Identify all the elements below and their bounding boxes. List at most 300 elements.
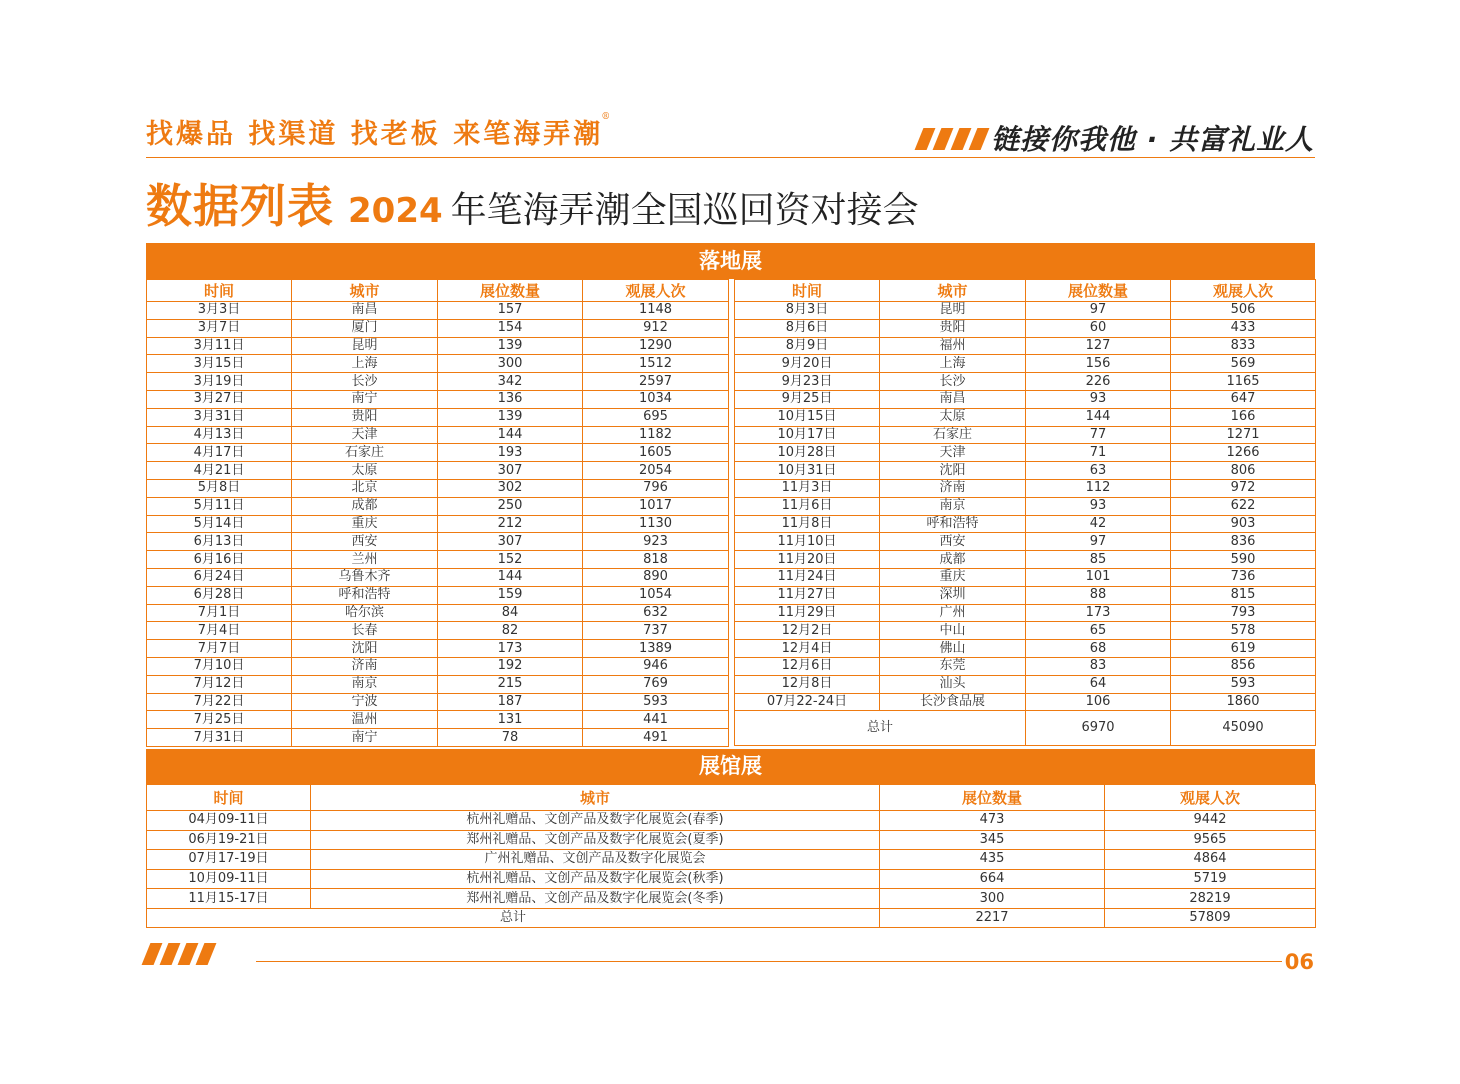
table-row (147, 693, 729, 711)
table-row (735, 337, 1316, 355)
title-sub: 年笔海弄潮全国巡回资对接会 (450, 190, 919, 231)
cell-visitors: 818 (583, 551, 729, 569)
cell-city: 杭州礼赠品、文创产品及数字化展览会(春季) (311, 811, 880, 831)
cell-booths: 152 (438, 551, 583, 569)
cell-time: 6月24日 (147, 568, 292, 586)
cell-visitors: 946 (583, 657, 729, 675)
cell-visitors: 9442 (1105, 811, 1316, 831)
cell-visitors: 737 (583, 622, 729, 640)
cell-time: 11月29日 (735, 604, 880, 622)
cell-booths: 93 (1026, 497, 1171, 515)
cell-time: 3月11日 (147, 337, 292, 355)
table-row (147, 604, 729, 622)
table-row (735, 319, 1316, 337)
cell-city: 东莞 (880, 657, 1026, 675)
cell-city: 石家庄 (292, 444, 438, 462)
cell-city: 呼和浩特 (880, 515, 1026, 533)
cell-time: 11月27日 (735, 586, 880, 604)
cell-visitors: 912 (583, 319, 729, 337)
cell-booths: 127 (1026, 337, 1171, 355)
cell-time: 7月22日 (147, 693, 292, 711)
cell-city: 长春 (292, 622, 438, 640)
cell-booths: 64 (1026, 675, 1171, 693)
cell-visitors: 578 (1171, 622, 1316, 640)
cell-visitors: 1148 (583, 302, 729, 320)
table-row (147, 337, 729, 355)
cell-city: 天津 (880, 444, 1026, 462)
cell-booths: 68 (1026, 640, 1171, 658)
cell-city: 昆明 (292, 337, 438, 355)
table-row (735, 533, 1316, 551)
cell-visitors: 619 (1171, 640, 1316, 658)
cell-visitors: 1266 (1171, 444, 1316, 462)
cell-visitors: 1165 (1171, 373, 1316, 391)
table-row (147, 479, 729, 497)
table-row (147, 302, 729, 320)
cell-booths: 302 (438, 479, 583, 497)
cell-booths: 136 (438, 390, 583, 408)
title-main: 数据列表 (146, 179, 334, 233)
total-label: 总计 (735, 711, 1026, 746)
table-row (735, 515, 1316, 533)
table-row (147, 586, 729, 604)
cell-visitors: 2054 (583, 462, 729, 480)
cell-visitors: 4864 (1105, 850, 1316, 870)
cell-booths: 212 (438, 515, 583, 533)
cell-visitors: 433 (1171, 319, 1316, 337)
table-row (735, 675, 1316, 693)
cell-visitors: 1290 (583, 337, 729, 355)
cell-visitors: 647 (1171, 390, 1316, 408)
cell-time: 3月27日 (147, 390, 292, 408)
cell-visitors: 9565 (1105, 830, 1316, 850)
hall-section-header: 展馆展 (146, 749, 1315, 784)
cell-booths: 42 (1026, 515, 1171, 533)
cell-booths: 65 (1026, 622, 1171, 640)
cell-visitors: 806 (1171, 462, 1316, 480)
cell-time: 10月15日 (735, 408, 880, 426)
column-header-city: 城市 (292, 280, 438, 302)
cell-visitors: 569 (1171, 355, 1316, 373)
cell-booths: 84 (438, 604, 583, 622)
total-row (735, 711, 1316, 746)
page-number: 06 (1284, 950, 1314, 974)
table-row (147, 850, 1316, 870)
landing-section-header: 落地展 (146, 243, 1315, 279)
cell-time: 10月17日 (735, 426, 880, 444)
cell-city: 沈阳 (292, 640, 438, 658)
cell-visitors: 506 (1171, 302, 1316, 320)
cell-time: 06月19-21日 (147, 830, 311, 850)
table-row (735, 302, 1316, 320)
hall-table (146, 784, 1316, 928)
cell-visitors: 1054 (583, 586, 729, 604)
table-row (735, 657, 1316, 675)
cell-time: 4月13日 (147, 426, 292, 444)
cell-city: 乌鲁木齐 (292, 568, 438, 586)
cell-booths: 97 (1026, 533, 1171, 551)
cell-city: 深圳 (880, 586, 1026, 604)
cell-city: 兰州 (292, 551, 438, 569)
total-row (147, 908, 1316, 927)
cell-booths: 93 (1026, 390, 1171, 408)
cell-visitors: 491 (583, 729, 729, 747)
table-row (147, 497, 729, 515)
cell-time: 04月09-11日 (147, 811, 311, 831)
table-header-row (147, 280, 729, 302)
cell-city: 天津 (292, 426, 438, 444)
cell-city: 郑州礼赠品、文创产品及数字化展览会(冬季) (311, 889, 880, 909)
table-row (147, 811, 1316, 831)
cell-city: 长沙 (880, 373, 1026, 391)
cell-booths: 83 (1026, 657, 1171, 675)
cell-booths: 144 (438, 426, 583, 444)
header-divider (146, 157, 1315, 158)
table-row (147, 373, 729, 391)
cell-city: 南昌 (292, 302, 438, 320)
cell-city: 重庆 (880, 568, 1026, 586)
total-visitors: 57809 (1105, 908, 1316, 927)
table-row (147, 711, 729, 729)
cell-time: 6月28日 (147, 586, 292, 604)
table-row (147, 622, 729, 640)
landing-table-right (734, 279, 1316, 746)
cell-visitors: 923 (583, 533, 729, 551)
cell-visitors: 815 (1171, 586, 1316, 604)
cell-booths: 60 (1026, 319, 1171, 337)
cell-time: 3月31日 (147, 408, 292, 426)
cell-city: 宁波 (292, 693, 438, 711)
cell-booths: 156 (1026, 355, 1171, 373)
cell-visitors: 28219 (1105, 889, 1316, 909)
footer-divider (256, 961, 1282, 962)
cell-visitors: 856 (1171, 657, 1316, 675)
cell-booths: 664 (880, 869, 1105, 889)
cell-time: 7月31日 (147, 729, 292, 747)
table-row (147, 568, 729, 586)
cell-time: 12月2日 (735, 622, 880, 640)
table-row (735, 640, 1316, 658)
column-header-booths: 展位数量 (880, 785, 1105, 811)
cell-visitors: 632 (583, 604, 729, 622)
total-label: 总计 (147, 908, 880, 927)
cell-booths: 144 (1026, 408, 1171, 426)
cell-city: 广州礼赠品、文创产品及数字化展览会 (311, 850, 880, 870)
table-row (735, 622, 1316, 640)
cell-booths: 112 (1026, 479, 1171, 497)
cell-time: 3月7日 (147, 319, 292, 337)
cell-time: 3月15日 (147, 355, 292, 373)
cell-city: 南宁 (292, 390, 438, 408)
cell-booths: 71 (1026, 444, 1171, 462)
table-row (735, 355, 1316, 373)
cell-booths: 342 (438, 373, 583, 391)
total-booths: 2217 (880, 908, 1105, 927)
table-row (735, 604, 1316, 622)
cell-booths: 157 (438, 302, 583, 320)
cell-city: 厦门 (292, 319, 438, 337)
cell-booths: 85 (1026, 551, 1171, 569)
cell-time: 7月10日 (147, 657, 292, 675)
cell-time: 3月3日 (147, 302, 292, 320)
cell-time: 7月1日 (147, 604, 292, 622)
cell-visitors: 590 (1171, 551, 1316, 569)
cell-booths: 77 (1026, 426, 1171, 444)
cell-booths: 154 (438, 319, 583, 337)
cell-visitors: 769 (583, 675, 729, 693)
column-header-city: 城市 (311, 785, 880, 811)
cell-visitors: 833 (1171, 337, 1316, 355)
cell-booths: 173 (438, 640, 583, 658)
total-visitors: 45090 (1171, 711, 1316, 746)
table-header-row (147, 785, 1316, 811)
cell-booths: 139 (438, 337, 583, 355)
cell-booths: 345 (880, 830, 1105, 850)
cell-visitors: 593 (583, 693, 729, 711)
cell-booths: 97 (1026, 302, 1171, 320)
cell-booths: 82 (438, 622, 583, 640)
cell-booths: 215 (438, 675, 583, 693)
table-row (147, 551, 729, 569)
cell-booths: 300 (438, 355, 583, 373)
cell-time: 8月6日 (735, 319, 880, 337)
cell-visitors: 1389 (583, 640, 729, 658)
cell-city: 西安 (292, 533, 438, 551)
table-header-row (735, 280, 1316, 302)
cell-time: 4月17日 (147, 444, 292, 462)
cell-city: 南宁 (292, 729, 438, 747)
cell-visitors: 1605 (583, 444, 729, 462)
cell-booths: 106 (1026, 693, 1171, 711)
cell-city: 太原 (292, 462, 438, 480)
table-row (147, 869, 1316, 889)
title-year: 2024 (348, 191, 443, 231)
cell-time: 7月4日 (147, 622, 292, 640)
cell-booths: 193 (438, 444, 583, 462)
cell-city: 南京 (292, 675, 438, 693)
cell-time: 07月22-24日 (735, 693, 880, 711)
cell-booths: 307 (438, 462, 583, 480)
cell-city: 太原 (880, 408, 1026, 426)
cell-visitors: 166 (1171, 408, 1316, 426)
cell-time: 11月24日 (735, 568, 880, 586)
column-header-time: 时间 (735, 280, 880, 302)
cell-city: 南昌 (880, 390, 1026, 408)
table-row (147, 830, 1316, 850)
table-row (735, 408, 1316, 426)
cell-visitors: 593 (1171, 675, 1316, 693)
table-row (735, 444, 1316, 462)
cell-time: 5月8日 (147, 479, 292, 497)
cell-visitors: 5719 (1105, 869, 1316, 889)
cell-time: 10月31日 (735, 462, 880, 480)
cell-booths: 307 (438, 533, 583, 551)
cell-visitors: 2597 (583, 373, 729, 391)
cell-visitors: 972 (1171, 479, 1316, 497)
cell-booths: 101 (1026, 568, 1171, 586)
table-row (735, 497, 1316, 515)
table-row (147, 533, 729, 551)
cell-city: 济南 (292, 657, 438, 675)
cell-visitors: 796 (583, 479, 729, 497)
cell-time: 9月25日 (735, 390, 880, 408)
table-row (147, 319, 729, 337)
table-row (735, 551, 1316, 569)
cell-city: 中山 (880, 622, 1026, 640)
cell-time: 7月12日 (147, 675, 292, 693)
cell-city: 汕头 (880, 675, 1026, 693)
cell-booths: 435 (880, 850, 1105, 870)
column-header-visitors: 观展人次 (1105, 785, 1316, 811)
table-row (147, 408, 729, 426)
table-row (735, 462, 1316, 480)
cell-visitors: 622 (1171, 497, 1316, 515)
cell-booths: 192 (438, 657, 583, 675)
cell-time: 5月14日 (147, 515, 292, 533)
cell-city: 佛山 (880, 640, 1026, 658)
cell-time: 5月11日 (147, 497, 292, 515)
table-row (735, 390, 1316, 408)
cell-booths: 473 (880, 811, 1105, 831)
table-row (735, 568, 1316, 586)
table-row (735, 426, 1316, 444)
cell-time: 12月6日 (735, 657, 880, 675)
cell-booths: 88 (1026, 586, 1171, 604)
column-header-city: 城市 (880, 280, 1026, 302)
column-header-visitors: 观展人次 (583, 280, 729, 302)
cell-city: 广州 (880, 604, 1026, 622)
cell-city: 济南 (880, 479, 1026, 497)
cell-time: 7月7日 (147, 640, 292, 658)
cell-visitors: 1512 (583, 355, 729, 373)
cell-city: 贵阳 (880, 319, 1026, 337)
cell-city: 福州 (880, 337, 1026, 355)
cell-city: 西安 (880, 533, 1026, 551)
table-row (147, 675, 729, 693)
cell-time: 11月6日 (735, 497, 880, 515)
cell-city: 温州 (292, 711, 438, 729)
cell-booths: 139 (438, 408, 583, 426)
cell-booths: 250 (438, 497, 583, 515)
cell-visitors: 836 (1171, 533, 1316, 551)
cell-city: 贵阳 (292, 408, 438, 426)
table-row (735, 693, 1316, 711)
table-row (147, 355, 729, 373)
cell-booths: 187 (438, 693, 583, 711)
column-header-time: 时间 (147, 280, 292, 302)
cell-city: 重庆 (292, 515, 438, 533)
cell-city: 呼和浩特 (292, 586, 438, 604)
table-row (147, 390, 729, 408)
table-row (735, 479, 1316, 497)
slogan-right: 链接你我他 · 共富礼业人 (990, 123, 1314, 156)
cell-visitors: 1271 (1171, 426, 1316, 444)
stripe-decoration (919, 128, 985, 150)
table-row (147, 729, 729, 747)
cell-booths: 63 (1026, 462, 1171, 480)
cell-visitors: 1860 (1171, 693, 1316, 711)
table-row (147, 462, 729, 480)
cell-city: 昆明 (880, 302, 1026, 320)
cell-city: 上海 (292, 355, 438, 373)
cell-visitors: 903 (1171, 515, 1316, 533)
cell-time: 11月15-17日 (147, 889, 311, 909)
cell-time: 4月21日 (147, 462, 292, 480)
cell-time: 11月20日 (735, 551, 880, 569)
cell-booths: 173 (1026, 604, 1171, 622)
stripe-decoration-bottom (146, 943, 212, 965)
column-header-time: 时间 (147, 785, 311, 811)
cell-visitors: 1017 (583, 497, 729, 515)
table-row (147, 640, 729, 658)
cell-time: 6月13日 (147, 533, 292, 551)
cell-time: 11月8日 (735, 515, 880, 533)
slogan-left: 找爆品 找渠道 找老板 来笔海弄潮® (146, 112, 614, 150)
cell-time: 3月19日 (147, 373, 292, 391)
table-row (147, 444, 729, 462)
cell-time: 9月20日 (735, 355, 880, 373)
cell-city: 上海 (880, 355, 1026, 373)
cell-booths: 78 (438, 729, 583, 747)
cell-visitors: 1034 (583, 390, 729, 408)
cell-visitors: 793 (1171, 604, 1316, 622)
cell-time: 11月10日 (735, 533, 880, 551)
cell-booths: 159 (438, 586, 583, 604)
cell-visitors: 441 (583, 711, 729, 729)
landing-table-left (146, 279, 729, 747)
cell-visitors: 1182 (583, 426, 729, 444)
cell-city: 南京 (880, 497, 1026, 515)
total-booths: 6970 (1026, 711, 1171, 746)
cell-city: 哈尔滨 (292, 604, 438, 622)
column-header-booths: 展位数量 (438, 280, 583, 302)
cell-city: 郑州礼赠品、文创产品及数字化展览会(夏季) (311, 830, 880, 850)
cell-time: 07月17-19日 (147, 850, 311, 870)
column-header-visitors: 观展人次 (1171, 280, 1316, 302)
column-header-booths: 展位数量 (1026, 280, 1171, 302)
cell-booths: 300 (880, 889, 1105, 909)
cell-booths: 131 (438, 711, 583, 729)
cell-visitors: 695 (583, 408, 729, 426)
cell-city: 成都 (292, 497, 438, 515)
cell-time: 11月3日 (735, 479, 880, 497)
table-row (735, 373, 1316, 391)
cell-time: 12月4日 (735, 640, 880, 658)
cell-city: 长沙 (292, 373, 438, 391)
table-row (147, 889, 1316, 909)
cell-visitors: 1130 (583, 515, 729, 533)
cell-time: 8月3日 (735, 302, 880, 320)
cell-visitors: 736 (1171, 568, 1316, 586)
cell-city: 长沙食品展 (880, 693, 1026, 711)
cell-time: 10月09-11日 (147, 869, 311, 889)
cell-city: 成都 (880, 551, 1026, 569)
cell-booths: 226 (1026, 373, 1171, 391)
cell-time: 7月25日 (147, 711, 292, 729)
table-row (147, 657, 729, 675)
cell-time: 8月9日 (735, 337, 880, 355)
table-row (735, 586, 1316, 604)
page-title (146, 170, 919, 236)
cell-time: 9月23日 (735, 373, 880, 391)
cell-city: 沈阳 (880, 462, 1026, 480)
table-row (147, 515, 729, 533)
table-row (147, 426, 729, 444)
cell-city: 杭州礼赠品、文创产品及数字化展览会(秋季) (311, 869, 880, 889)
cell-city: 北京 (292, 479, 438, 497)
cell-booths: 144 (438, 568, 583, 586)
registered-mark: ® (601, 112, 614, 122)
